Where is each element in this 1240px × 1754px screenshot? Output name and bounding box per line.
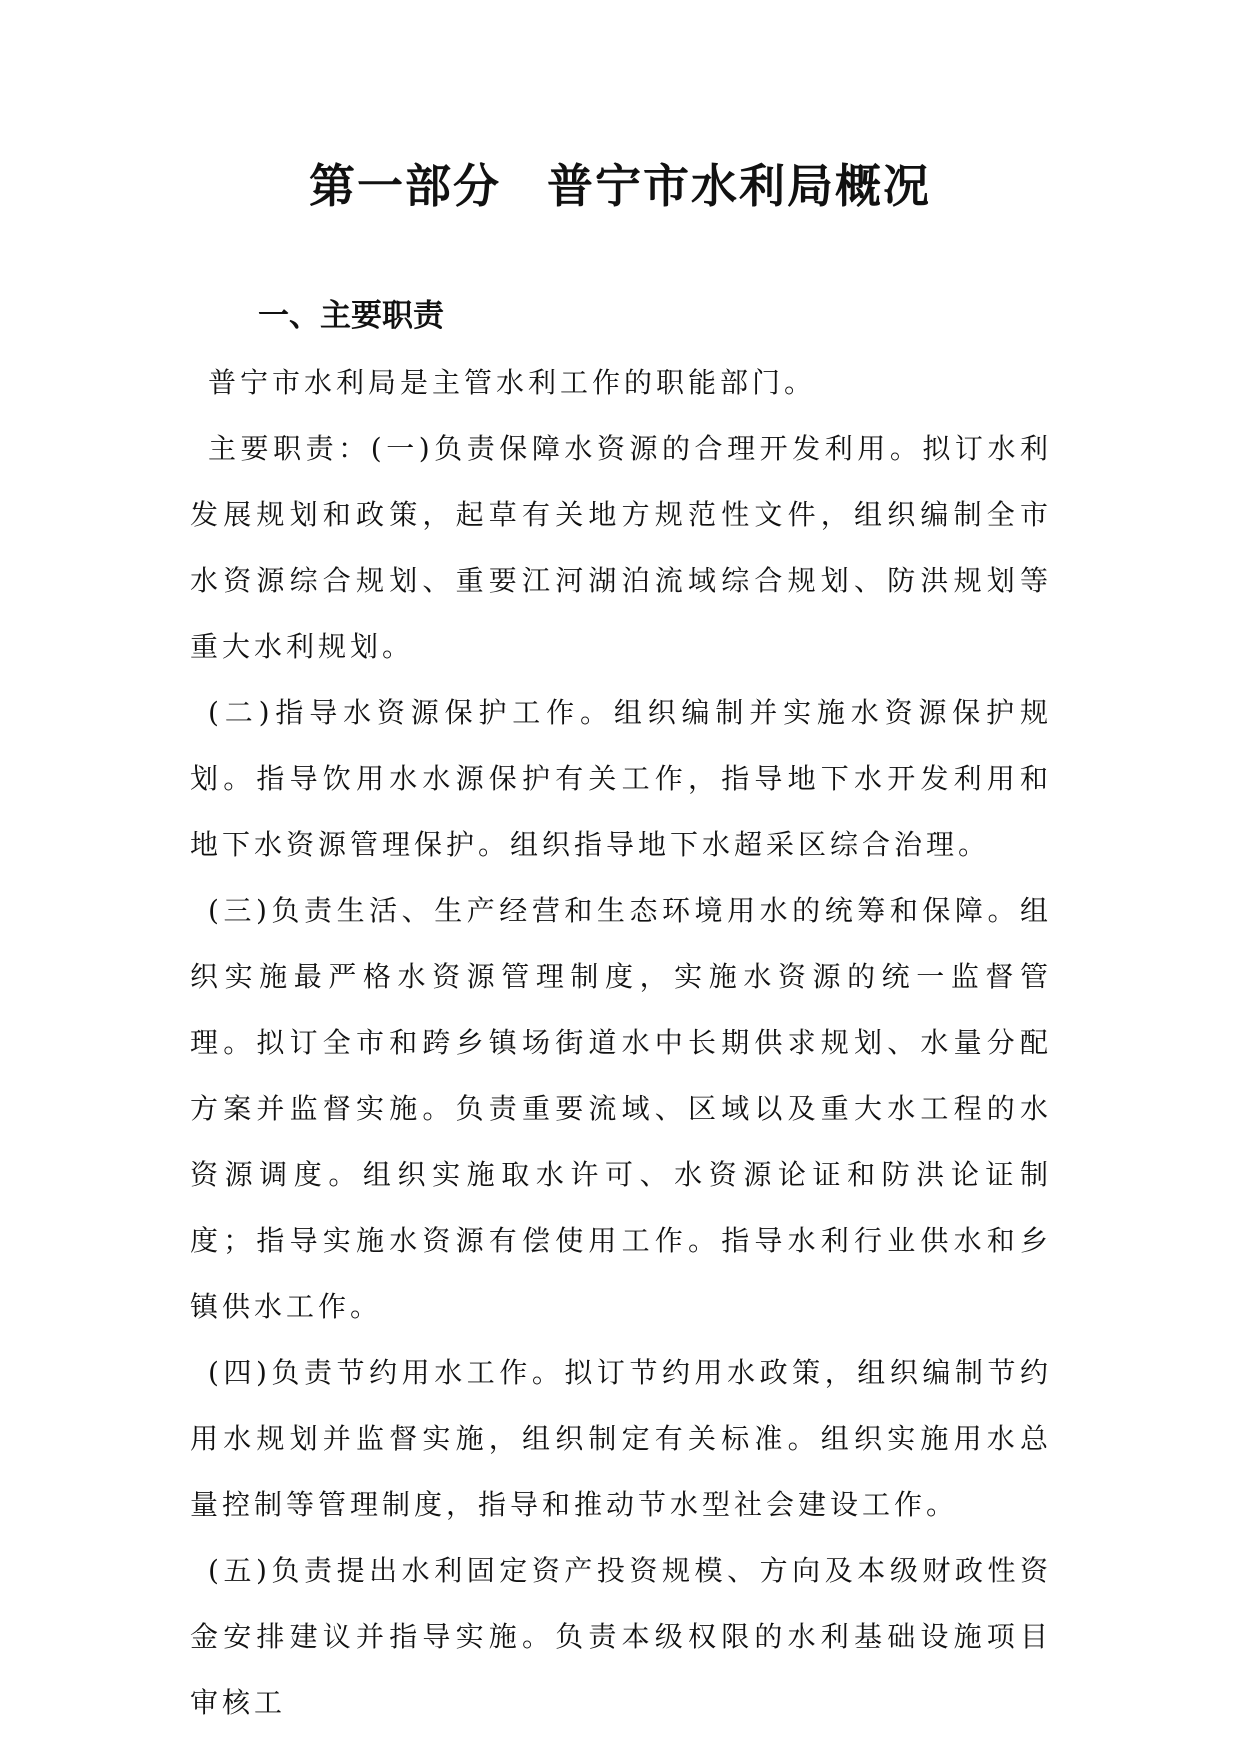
paragraph-duty-3: (三)负责生活、生产经营和生态环境用水的统筹和保障。组织实施最严格水资源管理制度，实施水资源的统一监督管理。拟订全市和跨乡镇场街道水中长期供求规划、水量分配方案并监督实施。负责重要流域、区域以及重大水工程的水资源调度。组织实施取水许可、水资源论证和防洪论证制度；指导实施水资源有偿使用工作。指导水利行业供水和乡镇供水工作。 <box>190 894 1052 1323</box>
document-body <box>190 350 1052 1736</box>
paragraph-duty-5: (五)负责提出水利固定资产投资规模、方向及本级财政性资金安排建议并指导实施。负责本级权限的水利基础设施项目审核工 <box>190 1554 1052 1719</box>
paragraph-duty-1: 主要职责：(一)负责保障水资源的合理开发利用。拟订水利发展规划和政策，起草有关地方规范性文件，组织编制全市水资源综合规划、重要江河湖泊流域综合规划、防洪规划等重大水利规划。 <box>190 432 1052 663</box>
page-title <box>0 150 1240 216</box>
paragraph-intro: 普宁市水利局是主管水利工作的职能部门。 <box>208 366 817 399</box>
paragraph-duty-4: (四)负责节约用水工作。拟订节约用水政策，组织编制节约用水规划并监督实施，组织制定有关标准。组织实施用水总量控制等管理制度，指导和推动节水型社会建设工作。 <box>190 1356 1052 1521</box>
title-name: 普宁市水利局概况 <box>547 159 931 213</box>
title-part: 第一部分 <box>309 159 501 213</box>
paragraph-duty-2: (二)指导水资源保护工作。组织编制并实施水资源保护规划。指导饮用水水源保护有关工作，指导地下水开发利用和地下水资源管理保护。组织指导地下水超采区综合治理。 <box>190 696 1052 861</box>
section-heading: 一、主要职责 <box>258 298 444 334</box>
